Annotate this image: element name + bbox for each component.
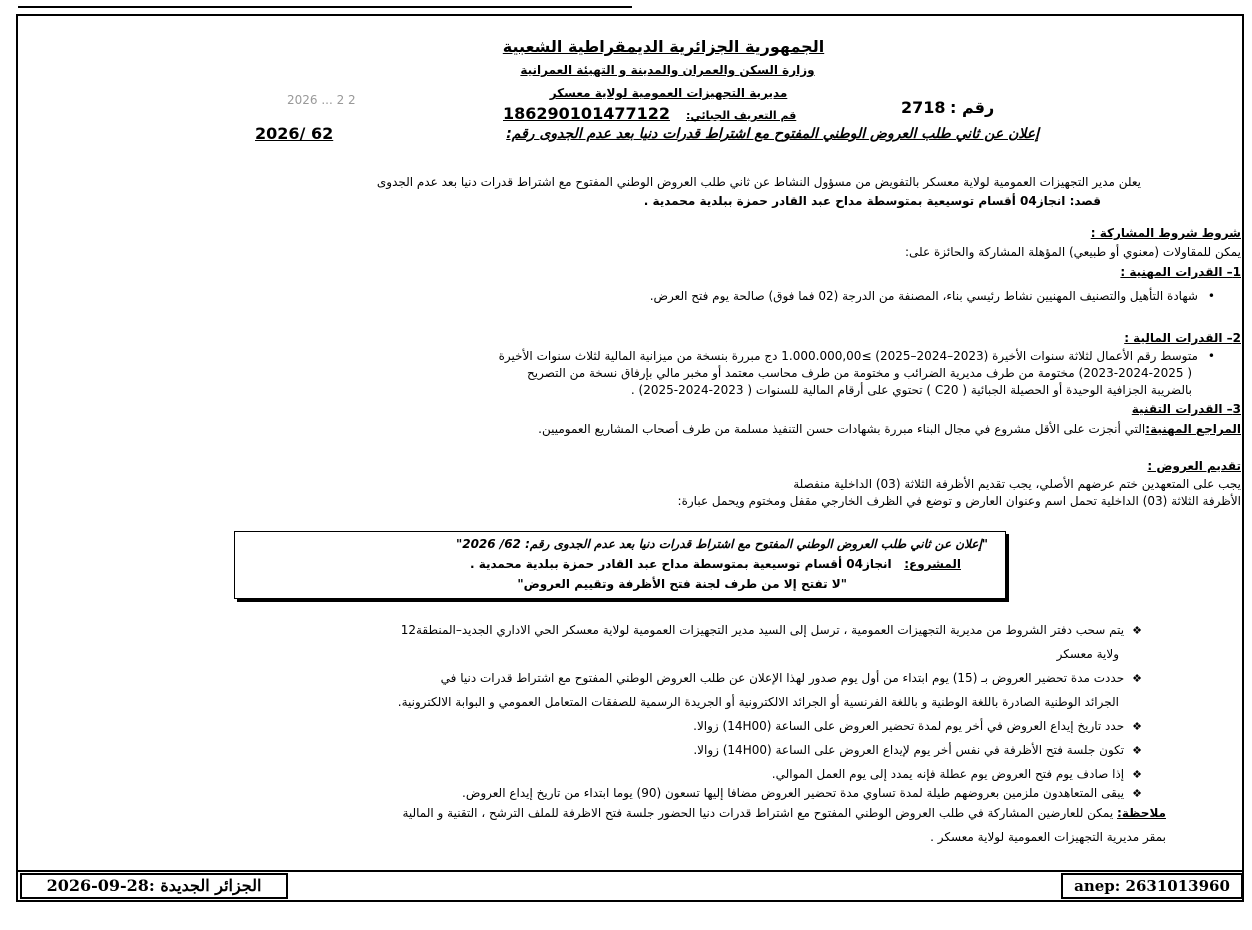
note-line-1-text: يمكن للعارضين المشاركة في طلب العروض الوطني المفتوح مع اشتراط قدرات دنيا الحضور جلسة فتح الاظرفة للملف الترشح ، التقنية و المالية [402,806,1114,820]
bullet-item-1-cont: ولاية معسكر [1056,647,1119,661]
bullet-dot-icon: • [1207,349,1215,363]
bullet-item-4-text: تكون جلسة فتح الأظرفة في نفس أخر يوم لإيداع العروض على الساعة (14H00) زوالا. [693,743,1125,757]
bullet-item-5-text: إذا صادف يوم فتح العروض يوم عطلة فإنه يمدد إلى يوم العمل الموالي. [771,767,1125,781]
diamond-bullet-icon: ❖ [1132,768,1142,781]
newspaper-date-box: الجزائر الجديدة :28-09-2026 [20,873,288,899]
tax-id-number: 186290101477122 [503,104,670,123]
diamond-bullet-icon: ❖ [1132,744,1142,757]
financial-capacity-heading: 2– القدرات المالية : [1124,331,1241,345]
anep-number-box: anep: 2631013960 [1061,873,1243,899]
bullet-dot-icon: • [1207,289,1215,303]
diamond-bullet-icon: ❖ [1132,672,1142,685]
envelope-line-1: "إعلان عن ثاني طلب العروض الوطني المفتوح مع اشتراط قدرات دنيا بعد عدم الجدوى رقم: 62/ 2026" [455,537,988,551]
intro-line-2: قصد: انجاز04 أقسام توسيعية بمتوسطة مداح عبد القادر حمزة ببلدية محمدية . [643,194,1101,208]
bullet-item-1-text: يتم سحب دفتر الشروط من مديرية التجهيزات العمومية ، ترسل إلى السيد مدير التجهيزات العمومية لولاية معسكر الحي الاداري الجديد–المنطقة12 [400,623,1125,637]
ministry-name: وزارة السكن والعمران والمدينة و التهيئة العمرانية [520,63,815,77]
bullet-item-2 [441,671,1142,685]
submission-line-2: الأظرفة الثلاثة (03) الداخلية تحمل اسم وعنوان العارض و توضع في الظرف الخارجي مقفل ومختوم ويحمل عبارة: [677,494,1241,508]
envelope-project-text: انجاز04 أقسام توسيعية بمتوسطة مداح عبد القادر حمزة ببلدية محمدية . [469,557,892,571]
bullet-item-2-cont: الجرائد الوطنية الصادرة باللغة الوطنية و باللغة الفرنسية أو الجرائد الالكترونية أو الجريدة الرسمية للصفقات المتعامل العمومي و البوابة الالكترونية. [397,695,1119,709]
reference-number: 2718 [901,98,946,117]
financial-line-3: بالضريبة الجزافية الوحيدة أو الحصيلة الجبائية ( C20 ) تحتوي على أرقام المالية للسنوات ( 2023-2024-2025) . [630,383,1192,397]
financial-line-2: ( 2023-2024-2025) مختومة من طرف مديرية الضرائب و مختومة من طرف محاسب معتمد أو مخبر مالي بإرفاق نسخة من التصريح [527,366,1192,380]
eligibility-text: يمكن للمقاولات (معنوي أو طبيعي) المؤهلة المشاركة والحائزة على: [905,245,1241,259]
note-line-2: بمقر مديرية التجهيزات العمومية لولاية معسكر . [930,830,1166,844]
financial-line-1-text: متوسط رقم الأعمال لثلاثة سنوات الأخيرة (2023–2024–2025) ≥1.000.000,00 دج مبررة بنسخة من ميزانية المالية لثلاث سنوات الأخيرة [498,349,1198,363]
professional-capacity-text: شهادة التأهيل والتصنيف المهنيين نشاط رئيسي بناء، المصنفة من الدرجة (02 فما فوق) صالحة يوم فتح العرض. [649,289,1198,303]
republic-title: الجمهورية الجزائرية الديمقراطية الشعبية [502,37,825,56]
directorate-name: مديرية التجهيزات العمومية لولاية معسكر [549,86,788,100]
diamond-bullet-icon: ❖ [1132,720,1142,733]
announcement-title: إعلان عن ثاني طلب العروض الوطني المفتوح مع اشتراط قدرات دنيا بعد عدم الجدوى رقم: [506,126,1039,142]
announcement-number: 2026/ 62 [255,124,334,143]
financial-line-1 [499,349,1215,363]
bullet-item-2-text: حددت مدة تحضير العروض بـ (15) يوم ابتداء من أول يوم صدور لهذا الإعلان عن طلب العروض الوطني المفتوح مع اشتراط قدرات دنيا في [440,671,1125,685]
envelope-line-3: "لا تفتح إلا من طرف لجنة فتح الأظرفة وتقييم العروض" [517,577,847,591]
bullet-item-6 [462,786,1142,800]
footer-rule [16,870,1244,872]
bullet-item-3-text: حدد تاريخ إيداع العروض في أخر يوم لمدة تحضير العروض على الساعة (14H00) زوالا. [693,719,1125,733]
note-label: ملاحظة: [1117,806,1166,820]
technical-references-text: التي أنجزت على الأقل مشروع في مجال البناء مبررة بشهادات حسن التنفيذ مسلمة من طرف أصحاب المشاريع العموميين. [538,422,1146,436]
professional-capacity-item [650,289,1215,303]
technical-capacity-heading: 3– القدرات التقنية [1131,402,1241,416]
conditions-heading: شروط شروط المشاركة : [1090,226,1241,240]
diamond-bullet-icon: ❖ [1132,787,1142,800]
technical-references-label: المراجع المهنية: [1145,422,1241,436]
bullet-item-6-text: يبقى المتعاهدون ملزمين بعروضهم طيلة لمدة تساوي مدة تحضير العروض مضافا إليها تسعون (90) يوما ابتداء من تاريخ إيداع العروض. [462,786,1125,800]
submission-line-1: يجب على المتعهدين ختم عرضهم الأصلي، يجب تقديم الأظرفة الثلاثة (03) الداخلية منفصلة [793,477,1241,491]
bullet-item-1 [401,623,1142,637]
envelope-project [470,557,961,571]
number-label: رقم : [950,98,995,117]
technical-references [538,422,1241,436]
faint-date-stamp: 2026 ... 2 2 [287,93,356,107]
professional-capacity-heading: 1– القدرات المهنية : [1120,265,1241,279]
bullet-item-4 [693,743,1142,757]
envelope-project-label: المشروع: [904,557,961,571]
tax-id-label: قم التعريف الجبائي: [686,109,797,122]
submission-heading: تقديم العروض : [1147,459,1241,473]
note-line-1 [402,806,1166,820]
top-rule [18,0,632,8]
diamond-bullet-icon: ❖ [1132,624,1142,637]
bullet-item-3 [693,719,1142,733]
bullet-item-5 [772,767,1142,781]
intro-line-1: يعلن مدير التجهيزات العمومية لولاية معسكر بالتفويض من مسؤول النشاط عن ثاني طلب العروض الوطني المفتوح مع اشتراط قدرات دنيا بعد عدم الجدوى [376,175,1141,189]
